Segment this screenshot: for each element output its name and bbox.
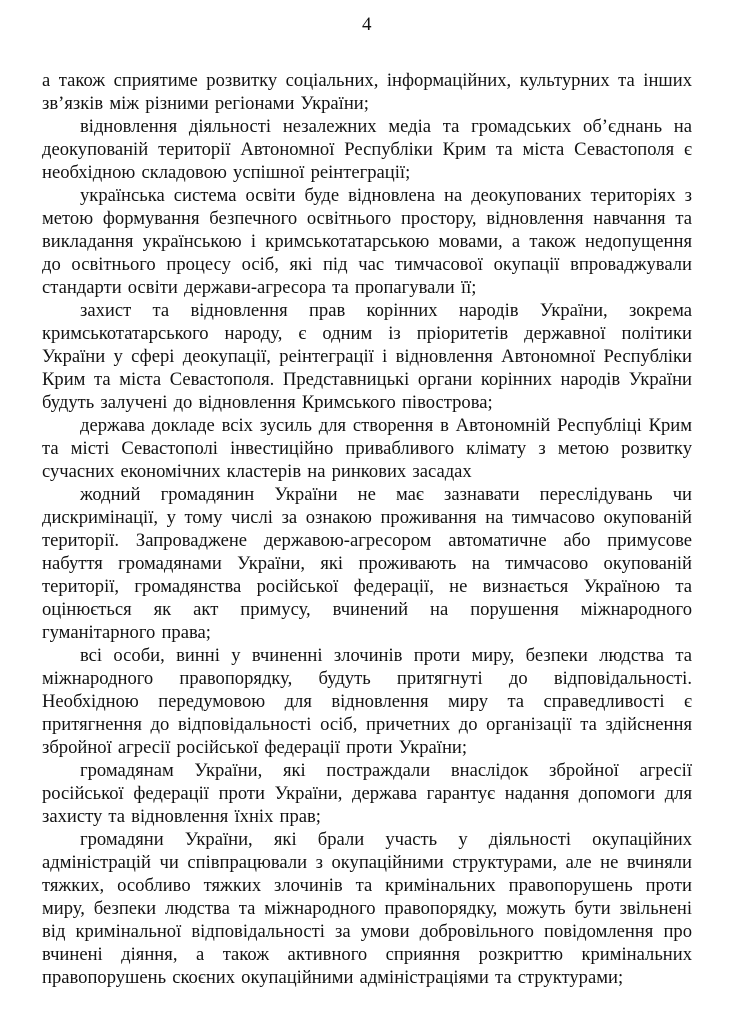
paragraph: всі особи, винні у вчиненні злочинів проти миру, безпеки людства та міжнародного правопорядку, будуть притягнуті до відповідальності. Необхідною передумовою для відновлення миру та справедливості є притягнення до відповідальності осіб, причетних до організації та здійснення збройної агресії російської федерації проти України; <box>42 645 692 758</box>
paragraph: громадяни України, які брали участь у діяльності окупаційних адміністрацій чи співпрацювали з окупаційними структурами, але не вчиняли тяжких, особливо тяжких злочинів та кримінальних правопорушень проти миру, безпеки людства та міжнародного правопорядку, можуть бути звільнені від кримінальної відповідальності за умови добровільного повідомлення про вчинені діяння, а також активного сприяння розкриттю кримінальних правопорушень скоєних окупаційними адміністраціями та структурами; <box>42 829 692 988</box>
paragraph: жодний громадянин України не має зазнавати переслідувань чи дискримінації, у тому числі за ознакою проживання на тимчасово окупованій території. Запроваджене державою-агресором автоматичне або примусове набуття громадянами України, які проживають на тимчасово окупованій території, громадянства російської федерації, не визнається Україною та оцінюється як акт примусу, вчинений на порушення міжнародного гуманітарного права; <box>42 484 692 643</box>
paragraph: держава докладе всіх зусиль для створення в Автономній Республіці Крим та місті Севастополі інвестиційно привабливого клімату з метою розвитку сучасних економічних кластерів на ринкових засадах <box>42 415 692 482</box>
paragraph: захист та відновлення прав корінних народів України, зокрема кримськотатарського народу, є одним із пріоритетів державної політики України у сфері деокупації, реінтеграції і відновлення Автономної Республіки Крим та міста Севастополя. Представницькі органи корінних народів України будуть залучені до відновлення Кримського півострова; <box>42 300 692 413</box>
paragraph: українська система освіти буде відновлена на деокупованих територіях з метою формування безпечного освітнього простору, відновлення навчання та викладання українською і кримськотатарською мовами, а також недопущення до освітнього процесу осіб, які під час тимчасової окупації впроваджували стандарти освіти держави-агресора та пропагували її; <box>42 185 692 298</box>
paragraph: відновлення діяльності незалежних медіа та громадських об’єднань на деокупованій території Автономної Республіки Крим та міста Севастополя є необхідною складовою успішної реінтеграції; <box>42 116 692 183</box>
paragraph: громадянам України, які постраждали внаслідок збройної агресії російської федерації проти України, держава гарантує надання допомоги для захисту та відновлення їхніх прав; <box>42 760 692 827</box>
paragraph: а також сприятиме розвитку соціальних, інформаційних, культурних та інших зв’язків між різними регіонами України; <box>42 70 692 114</box>
page-number: 4 <box>362 14 372 35</box>
page-body <box>42 69 692 989</box>
